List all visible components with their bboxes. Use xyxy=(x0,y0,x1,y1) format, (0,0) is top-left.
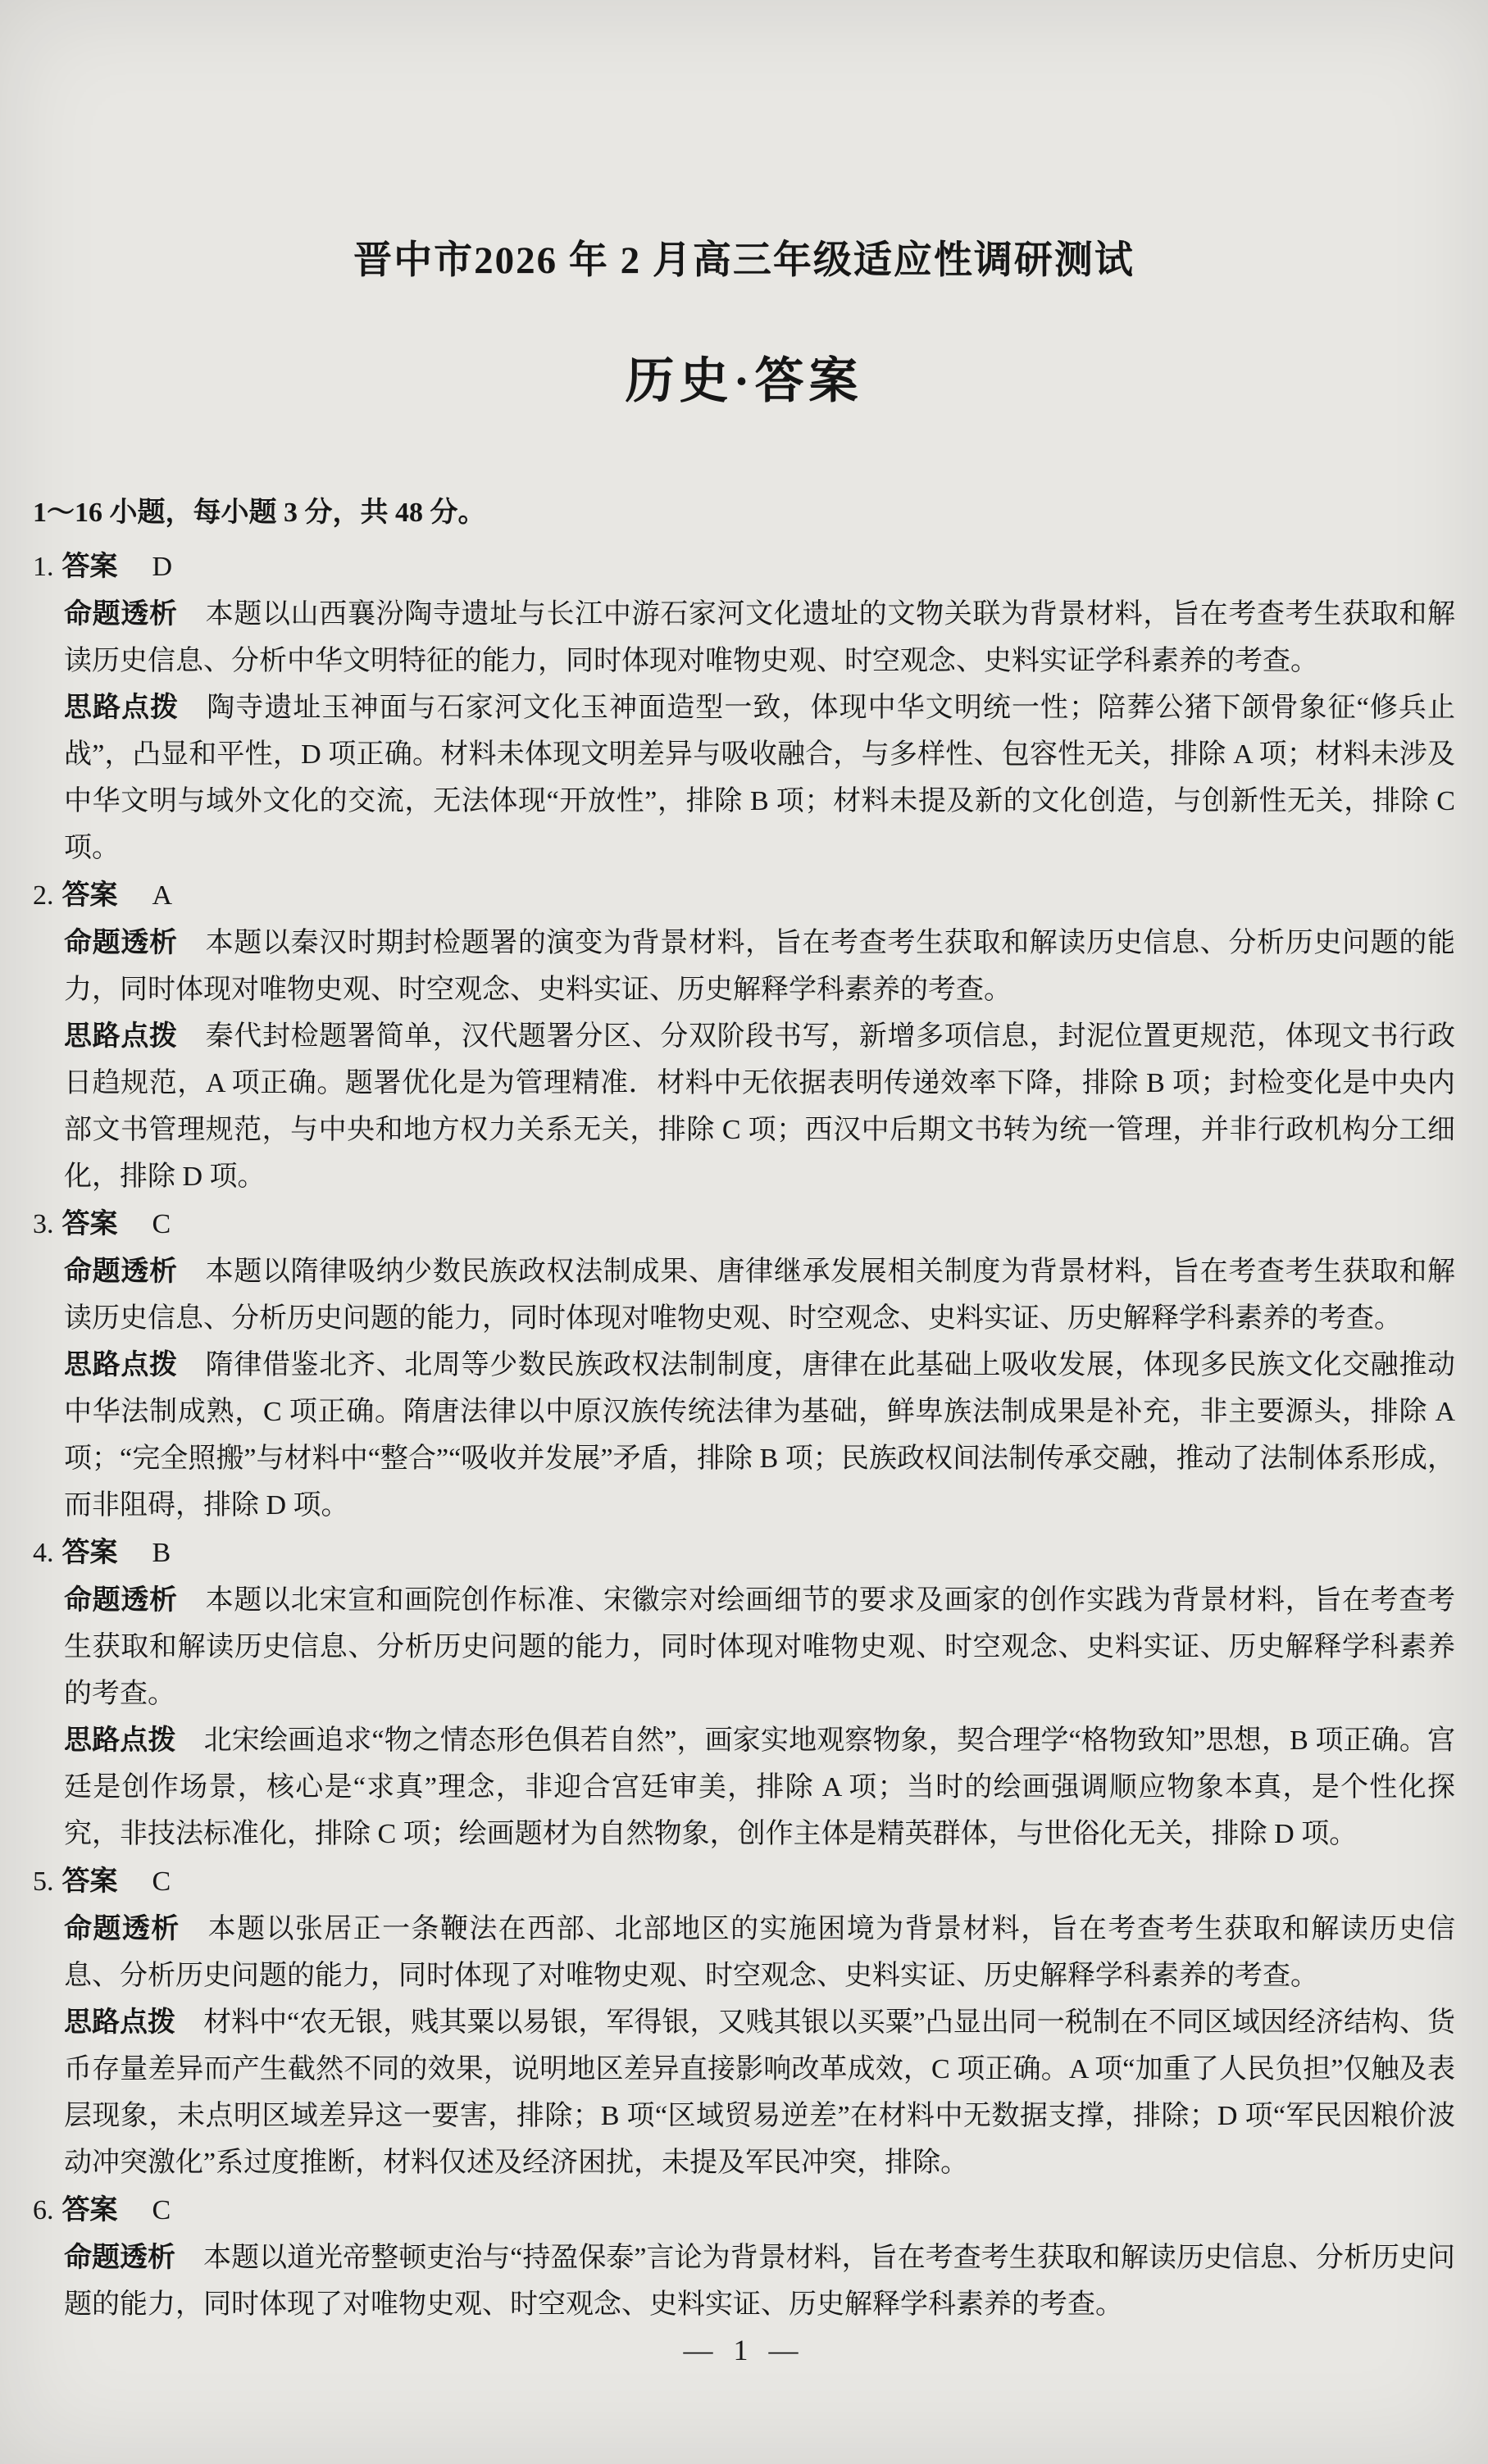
analysis-paragraph-text: 本题以秦汉时期封检题署的演变为背景材料，旨在考查考生获取和解读历史信息、分析历史问题的能力，同时体现对唯物史观、时空观念、史料实证、历史解释学科素养的考查。 xyxy=(64,928,1455,1005)
tips-paragraph-text: 秦代封检题署简单，汉代题署分区、分双阶段书写，新增多项信息，封泥位置更规范，体现文书行政日趋规范，A 项正确。题署优化是为管理精准．材料中无依据表明传递效率下降，排除 B 项；封检变化是中央内部文书管理规范，与中央和地方权力关系无关，排除 C 项；西汉中后期文书转为统一管理，并非行政机构分工细化，排除 D 项。 xyxy=(64,1021,1455,1192)
analysis-paragraph-text: 本题以北宋宣和画院创作标准、宋徽宗对绘画细节的要求及画家的创作实践为背景材料，旨在考查考生获取和解读历史信息、分析历史问题的能力，同时体现对唯物史观、时空观念、史料实证、历史解释学科素养的考查。 xyxy=(64,1585,1455,1709)
analysis-paragraph-label: 命题透析 xyxy=(64,1256,178,1287)
tips-paragraph xyxy=(64,1342,1455,1529)
question-block xyxy=(33,1857,1455,2186)
page-number: — 1 — xyxy=(683,2334,805,2366)
answer-label: 答案 xyxy=(61,1537,118,1568)
analysis-paragraph xyxy=(64,1577,1455,1717)
answer-label: 答案 xyxy=(61,1866,118,1897)
analysis-paragraph xyxy=(64,2234,1455,2328)
answer-label: 答案 xyxy=(61,551,118,582)
tips-paragraph-label: 思路点拨 xyxy=(64,2007,176,2038)
answer-label: 答案 xyxy=(61,1208,118,1239)
answer-label: 答案 xyxy=(61,2194,118,2225)
analysis-paragraph-label: 命题透析 xyxy=(64,1913,180,1944)
analysis-paragraph-text: 本题以道光帝整顿吏治与“持盈保泰”言论为背景材料，旨在考查考生获取和解读历史信息、分析历史问题的能力，同时体现了对唯物史观、时空观念、史料实证、历史解释学科素养的考查。 xyxy=(64,2243,1456,2320)
tips-paragraph-label: 思路点拨 xyxy=(64,1725,176,1756)
analysis-paragraph-text: 本题以张居正一条鞭法在西部、北部地区的实施困境为背景材料，旨在考查考生获取和解读历史信息、分析历史问题的能力，同时体现了对唯物史观、时空观念、史料实证、历史解释学科素养的考查。 xyxy=(64,1914,1456,1991)
tips-paragraph-text: 材料中“农无银，贱其粟以易银，军得银，又贱其银以买粟”凸显出同一税制在不同区域因经济结构、货币存量差异而产生截然不同的效果，说明地区差异直接影响改革成效，C 项正确。A 项“加重了人民负担”仅触及表层现象，未点明区域差异这一要害，排除；B 项“区域贸易逆差”在材料中无数据支撑，排除；D 项“军民因粮价波动冲突激化”系过度推断，材料仅述及经济困扰，未提及军民冲突，排除。 xyxy=(64,2007,1456,2178)
answer-line xyxy=(33,1200,1455,1248)
page-subtitle: 历史·答案 xyxy=(625,354,863,408)
analysis-paragraph xyxy=(64,920,1455,1013)
answer-label: 答案 xyxy=(61,880,118,911)
tips-paragraph-text: 隋律借鉴北齐、北周等少数民族政权法制制度，唐律在此基础上吸收发展，体现多民族文化交融推动中华法制成熟，C 项正确。隋唐法律以中原汉族传统法律为基础，鲜卑族法制成果是补充，非主要源头，排除 A 项；“完全照搬”与材料中“整合”“吸收并发展”矛盾，排除 B 项；民族政权间法制传承交融，推动了法制体系形成，而非阻碍，排除 D 项。 xyxy=(64,1350,1455,1521)
question-block xyxy=(33,871,1455,1200)
tips-paragraph-label: 思路点拨 xyxy=(64,1349,178,1380)
tips-paragraph-label: 思路点拨 xyxy=(64,1021,178,1052)
answer-letter: C xyxy=(152,1866,171,1897)
question-block xyxy=(33,1200,1455,1529)
answer-letter: A xyxy=(152,880,173,911)
tips-paragraph-text: 北宋绘画追求“物之情态形色俱若自然”，画家实地观察物象，契合理学“格物致知”思想，B 项正确。宫廷是创作场景，核心是“求真”理念，非迎合宫廷审美，排除 A 项；当时的绘画强调顺应物象本真，是个性化探究，非技法标准化，排除 C 项；绘画题材为自然物象，创作主体是精英群体，与世俗化无关，排除 D 项。 xyxy=(64,1725,1456,1849)
question-number: 6. xyxy=(33,2195,54,2225)
tips-paragraph xyxy=(64,1999,1455,2186)
answer-letter: D xyxy=(152,552,173,582)
analysis-paragraph-label: 命题透析 xyxy=(64,927,178,958)
question-number: 2. xyxy=(33,880,54,911)
intro-text: 1～16 小题，每小题 3 分，共 48 分。 xyxy=(33,498,486,528)
tips-paragraph xyxy=(64,684,1455,871)
answer-line xyxy=(33,543,1455,591)
answer-letter: C xyxy=(152,2195,171,2225)
question-number: 5. xyxy=(33,1866,54,1897)
answer-line xyxy=(33,2186,1455,2234)
tips-paragraph-label: 思路点拨 xyxy=(64,692,180,723)
question-number: 1. xyxy=(33,552,54,582)
answer-line xyxy=(33,1857,1455,1906)
answer-letter: C xyxy=(152,1209,171,1239)
answer-line xyxy=(33,1529,1455,1577)
tips-paragraph xyxy=(64,1717,1455,1857)
analysis-paragraph xyxy=(64,1248,1455,1342)
page-title: 晋中市2026 年 2 月高三年级适应性调研测试 xyxy=(353,239,1135,282)
analysis-paragraph-label: 命题透析 xyxy=(64,1584,178,1616)
questions-container xyxy=(33,543,1455,2328)
answer-line xyxy=(33,871,1455,920)
question-block xyxy=(33,543,1455,871)
tips-paragraph-text: 陶寺遗址玉神面与石家河文化玉神面造型一致，体现中华文明统一性；陪葬公猪下颌骨象征“修兵止战”，凸显和平性，D 项正确。材料未体现文明差异与吸收融合，与多样性、包容性无关，排除 A 项；材料未涉及中华文明与域外文化的交流，无法体现“开放性”，排除 B 项；材料未提及新的文化创造，与创新性无关，排除 C 项。 xyxy=(64,693,1455,863)
question-block xyxy=(33,1529,1455,1857)
analysis-paragraph-label: 命题透析 xyxy=(64,598,178,630)
question-number: 4. xyxy=(33,1538,54,1568)
analysis-paragraph-text: 本题以山西襄汾陶寺遗址与长江中游石家河文化遗址的文物关联为背景材料，旨在考查考生获取和解读历史信息、分析中华文明特征的能力，同时体现对唯物史观、时空观念、史料实证学科素养的考查。 xyxy=(64,599,1455,676)
analysis-paragraph-text: 本题以隋律吸纳少数民族政权法制成果、唐律继承发展相关制度为背景材料，旨在考查考生获取和解读历史信息、分析历史问题的能力，同时体现对唯物史观、时空观念、史料实证、历史解释学科素养的考查。 xyxy=(64,1257,1455,1334)
analysis-paragraph-label: 命题透析 xyxy=(64,2242,176,2273)
analysis-paragraph xyxy=(64,591,1455,684)
analysis-paragraph xyxy=(64,1906,1455,1999)
question-block xyxy=(33,2186,1455,2328)
intro-line xyxy=(33,490,1455,536)
tips-paragraph xyxy=(64,1013,1455,1200)
question-number: 3. xyxy=(33,1209,54,1239)
answer-letter: B xyxy=(152,1538,171,1568)
